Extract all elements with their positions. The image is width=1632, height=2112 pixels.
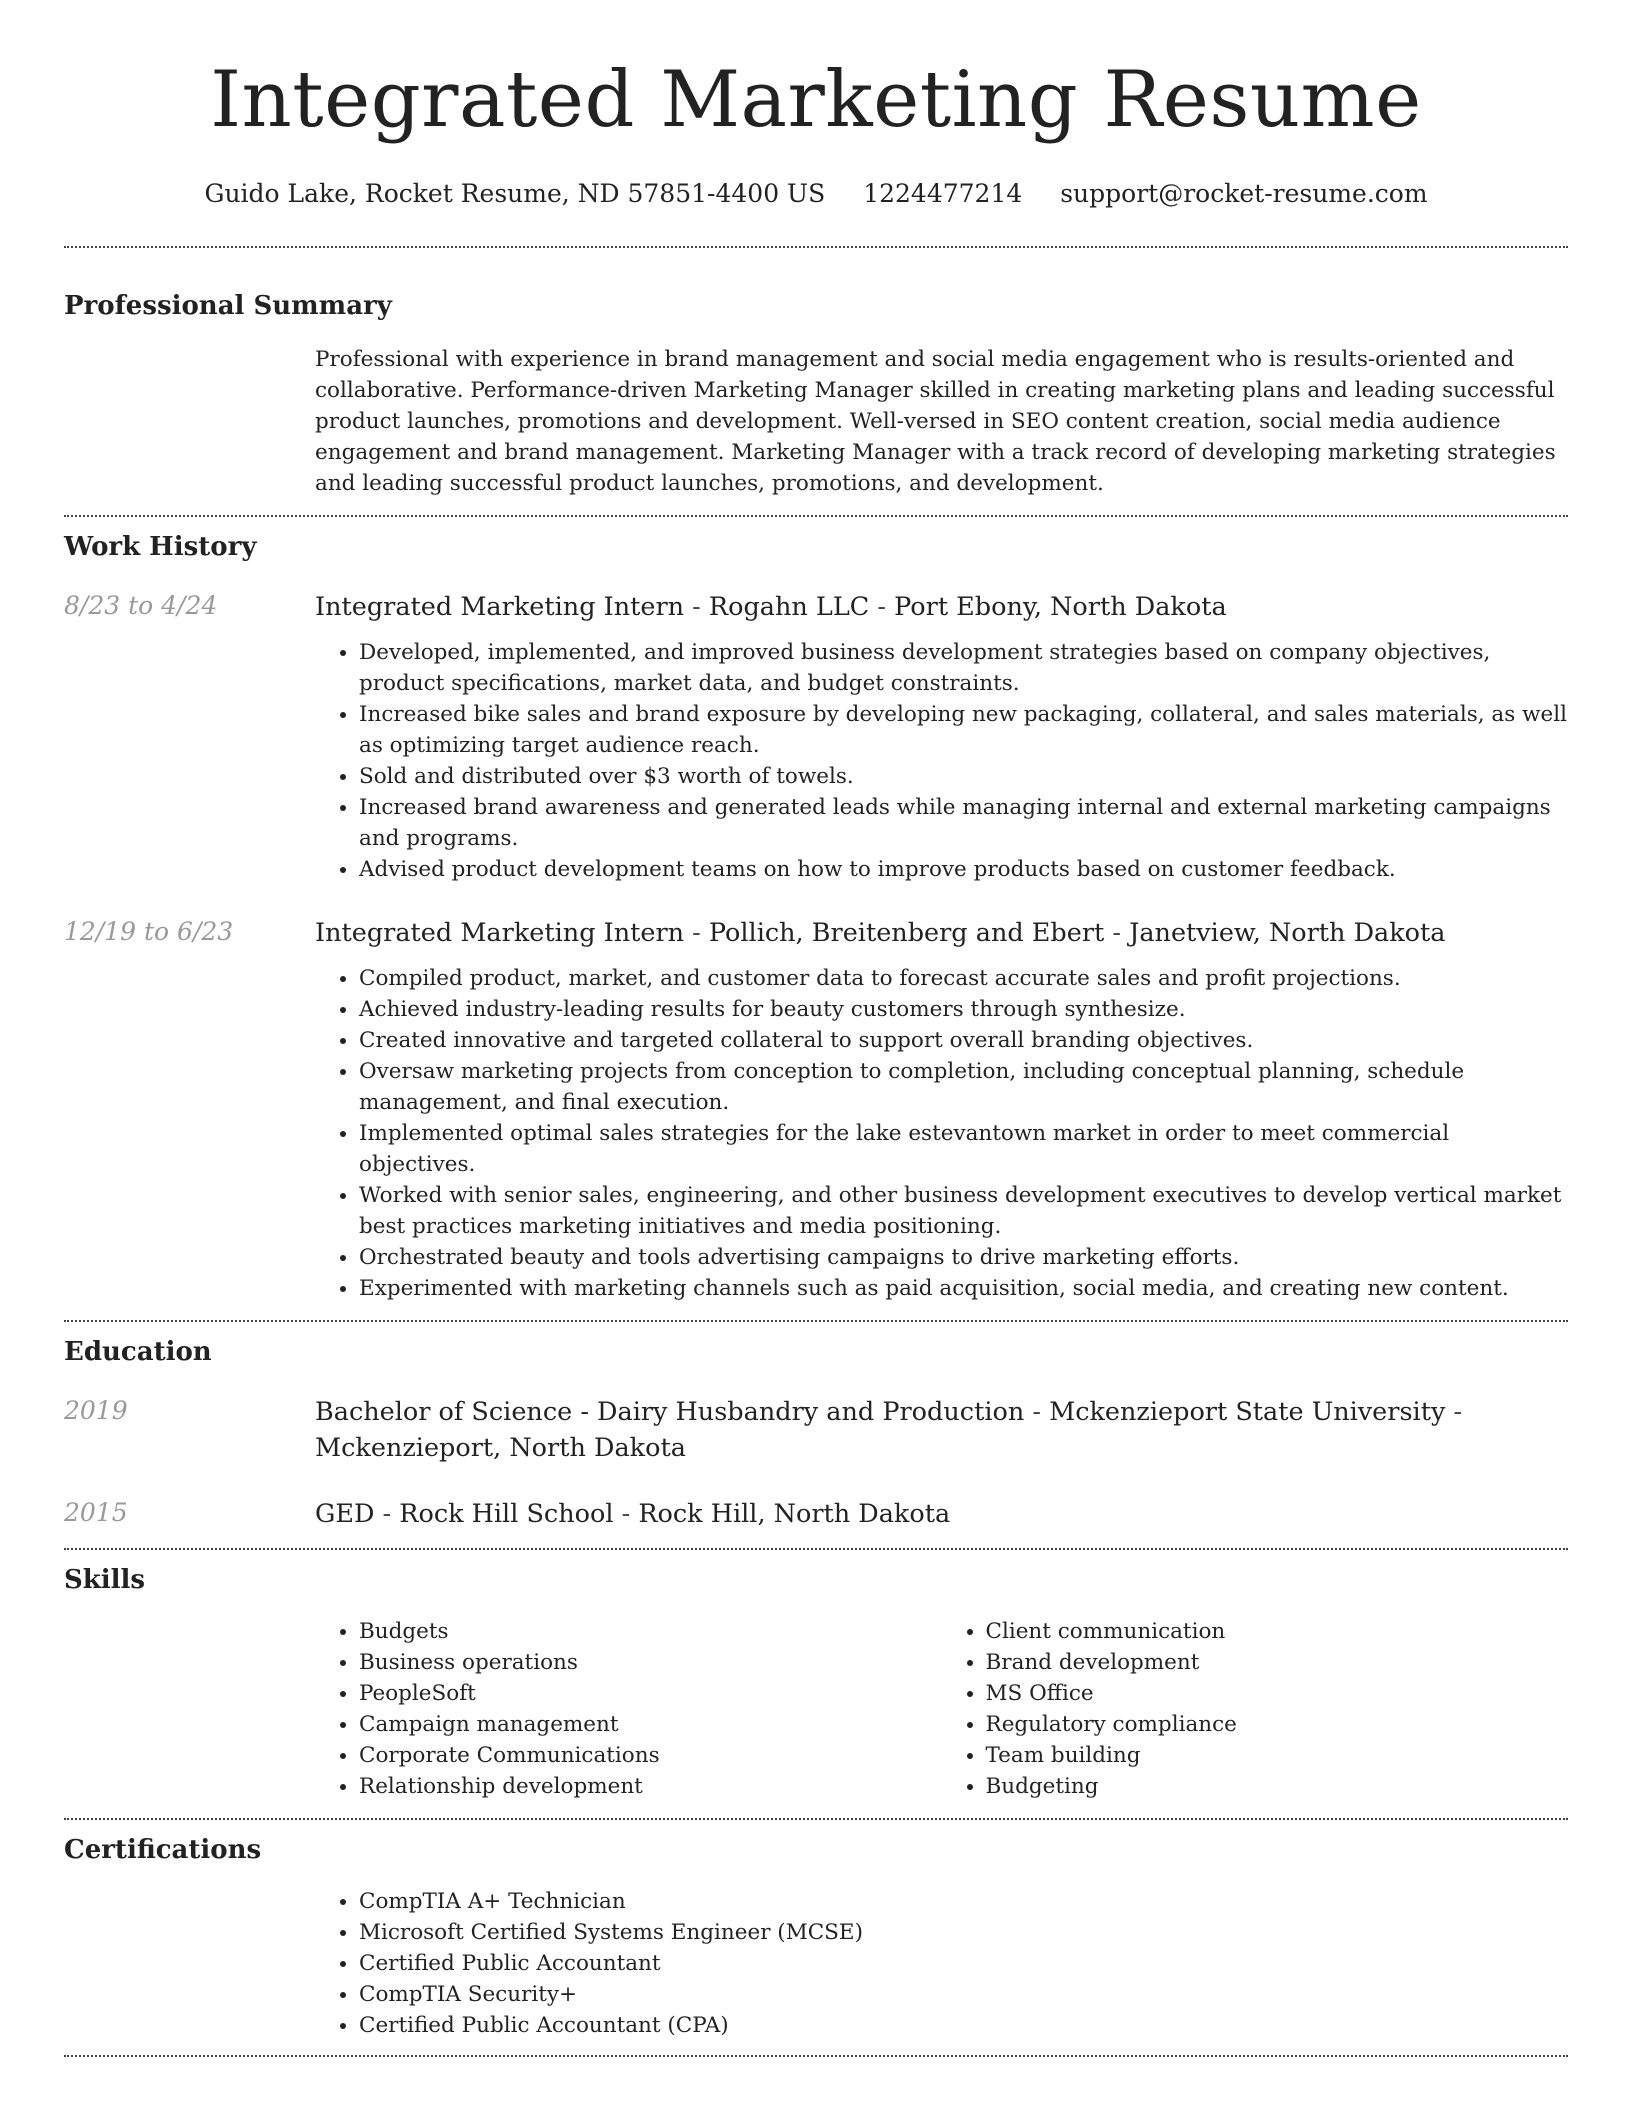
divider <box>64 1548 1568 1550</box>
job-location: Janetview, North Dakota <box>1129 918 1446 948</box>
skills-list-left <box>315 1616 942 1802</box>
education-year: 2015 <box>64 1498 128 1527</box>
skills-list-right <box>942 1616 1569 1802</box>
divider <box>64 246 1568 248</box>
job-bullets <box>315 637 1568 885</box>
education-title: GED - Rock Hill School - Rock Hill, North Dakota <box>315 1499 951 1529</box>
divider <box>64 2055 1568 2057</box>
list-item: • Budgets <box>359 1616 942 1647</box>
divider <box>64 515 1568 517</box>
divider <box>64 1320 1568 1322</box>
list-item: • Relationship development <box>359 1771 942 1802</box>
list-item: • Campaign management <box>359 1709 942 1740</box>
list-item: • Client communication <box>986 1616 1569 1647</box>
list-item: • CompTIA A+ Technician <box>359 1886 863 1917</box>
list-item: • Increased bike sales and brand exposure by developing new packaging, collateral, and sales materials, as well as optimizing target audience reach. <box>359 699 1568 761</box>
list-item: • Compiled product, market, and customer data to forecast accurate sales and profit projections. <box>359 963 1568 994</box>
summary-heading: Professional Summary <box>64 291 392 321</box>
list-item: • Brand development <box>986 1647 1569 1678</box>
summary-text: Professional with experience in brand management and social media engagement who is results-oriented and collaborative. Performance-driven Marketing Manager skilled in creating marketing plans and leading successful product launches, promotions and development. Well-versed in SEO content creation, social media audience engagement and brand management. Marketing Manager with a track record of developing marketing strategies and leading successful product launches, promotions, and development. <box>315 347 1556 496</box>
list-item: • Sold and distributed over $3 worth of towels. <box>359 761 1568 792</box>
school: Rock Hill School <box>399 1499 614 1529</box>
list-item: • Microsoft Certified Systems Engineer (MCSE) <box>359 1917 863 1948</box>
work-heading: Work History <box>64 532 257 562</box>
list-item: • Orchestrated beauty and tools advertising campaigns to drive marketing efforts. <box>359 1242 1568 1273</box>
contact-line <box>0 178 1632 210</box>
certifications-section <box>0 1834 1632 2041</box>
job-dates: 12/19 to 6/23 <box>64 917 234 946</box>
certifications-grid <box>315 1886 1568 2041</box>
list-item: • Developed, implemented, and improved business development strategies based on company objectives, product specifications, market data, and budget constraints. <box>359 637 1568 699</box>
school: Mckenzieport State University <box>1049 1397 1446 1427</box>
list-item: • Implemented optimal sales strategies for the lake estevantown market in order to meet commercial objectives. <box>359 1118 1568 1180</box>
job-dates: 8/23 to 4/24 <box>64 591 218 620</box>
education-entry <box>64 1394 1568 1466</box>
list-item: • Budgeting <box>986 1771 1569 1802</box>
list-item: • Certified Public Accountant (CPA) <box>359 2010 863 2041</box>
certifications-list <box>315 1886 863 2041</box>
skills-grid <box>315 1616 1568 1802</box>
list-item: • Created innovative and targeted collateral to support overall branding objectives. <box>359 1025 1568 1056</box>
education-title: Bachelor of Science - Dairy Husbandry and Production - Mckenzieport State University - Mckenzieport, North Dakota <box>315 1397 1463 1463</box>
phone: 1224477214 <box>863 179 1023 208</box>
degree: GED <box>315 1499 375 1529</box>
job-entry <box>64 589 1568 885</box>
work-section <box>0 531 1632 1304</box>
list-item: • Business operations <box>359 1647 942 1678</box>
job-company: Pollich, Breitenberg and Ebert <box>708 918 1105 948</box>
list-item: • Regulatory compliance <box>986 1709 1569 1740</box>
education-section <box>0 1336 1632 1532</box>
list-item: • Increased brand awareness and generated leads while managing internal and external marketing campaigns and programs. <box>359 792 1568 854</box>
school-location: Mckenzieport, North Dakota <box>315 1433 686 1463</box>
job-title: Integrated Marketing Intern - Rogahn LLC - Port Ebony, North Dakota <box>315 592 1227 622</box>
skills-section <box>0 1564 1632 1802</box>
job-role: Integrated Marketing Intern <box>315 918 685 948</box>
job-role: Integrated Marketing Intern <box>315 592 685 622</box>
degree: Bachelor of Science - Dairy Husbandry and Production <box>315 1397 1025 1427</box>
school-location: Rock Hill, North Dakota <box>638 1499 951 1529</box>
list-item: • Achieved industry-leading results for beauty customers through synthesize. <box>359 994 1568 1025</box>
education-year: 2019 <box>64 1396 128 1425</box>
list-item: • Corporate Communications <box>359 1740 942 1771</box>
list-item: • PeopleSoft <box>359 1678 942 1709</box>
summary-section <box>0 290 1632 499</box>
list-item: • MS Office <box>986 1678 1569 1709</box>
divider <box>64 1818 1568 1820</box>
list-item: • Experimented with marketing channels such as paid acquisition, social media, and creating new content. <box>359 1273 1568 1304</box>
education-entry <box>64 1496 1568 1532</box>
skills-heading: Skills <box>64 1565 146 1595</box>
address: Guido Lake, Rocket Resume, ND 57851-4400 US <box>204 179 826 208</box>
job-title: Integrated Marketing Intern - Pollich, Breitenberg and Ebert - Janetview, North Dakota <box>315 918 1446 948</box>
list-item: • Oversaw marketing projects from conception to completion, including conceptual planning, schedule management, and final execution. <box>359 1056 1568 1118</box>
list-item: • Worked with senior sales, engineering, and other business development executives to develop vertical market best practices marketing initiatives and media positioning. <box>359 1180 1568 1242</box>
list-item: • CompTIA Security+ <box>359 1979 863 2010</box>
list-item: • Team building <box>986 1740 1569 1771</box>
job-company: Rogahn LLC <box>708 592 870 622</box>
job-location: Port Ebony, North Dakota <box>894 592 1227 622</box>
email: support@rocket-resume.com <box>1060 179 1428 208</box>
certifications-heading: Certifications <box>64 1835 262 1865</box>
list-item: • Certified Public Accountant <box>359 1948 863 1979</box>
education-heading: Education <box>64 1337 212 1367</box>
page-title: Integrated Marketing Resume <box>210 55 1422 145</box>
job-entry <box>64 915 1568 1304</box>
job-bullets <box>315 963 1568 1304</box>
list-item: • Advised product development teams on how to improve products based on customer feedback. <box>359 854 1568 885</box>
